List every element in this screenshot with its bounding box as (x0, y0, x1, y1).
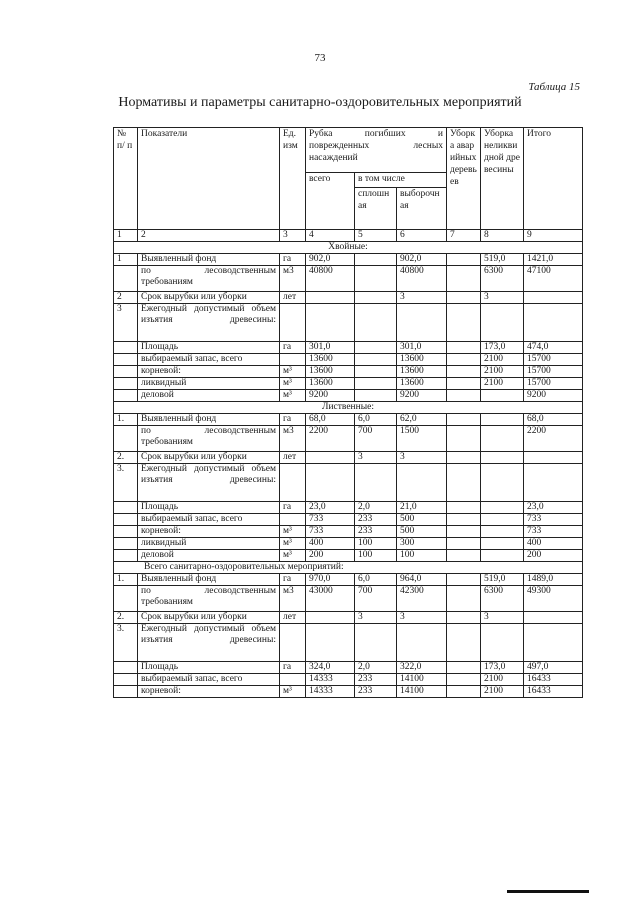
row-value: 964,0 (397, 574, 447, 586)
header-row-1 (114, 128, 583, 173)
row-number: 2. (114, 452, 138, 464)
row-value: 400 (524, 538, 583, 550)
table-row (114, 414, 583, 426)
norms-table (113, 127, 583, 698)
header-total: Итого (524, 128, 583, 230)
row-value (447, 550, 481, 562)
row-value: 21,0 (397, 502, 447, 514)
row-indicator: деловой (138, 550, 280, 562)
table-row (114, 550, 583, 562)
row-value: 3 (481, 292, 524, 304)
row-value: 233 (355, 526, 397, 538)
row-value: 40800 (397, 266, 447, 292)
row-value: 700 (355, 586, 397, 612)
row-value (306, 624, 355, 662)
row-value (481, 526, 524, 538)
row-value (447, 586, 481, 612)
row-value: 100 (397, 550, 447, 562)
row-value: 301,0 (306, 342, 355, 354)
table-row (114, 624, 583, 662)
row-value: 2100 (481, 354, 524, 366)
row-value (306, 452, 355, 464)
section-title: Хвойные: (114, 242, 583, 254)
row-value: 23,0 (524, 502, 583, 514)
row-indicator: Срок вырубки или уборки (138, 612, 280, 624)
row-indicator: Ежегодный допустимый объем изъятия древесины: (138, 624, 280, 662)
row-value (447, 526, 481, 538)
row-number: 1 (114, 254, 138, 266)
row-value: 2100 (481, 674, 524, 686)
row-value (481, 538, 524, 550)
row-value: 2100 (481, 366, 524, 378)
row-value: 14333 (306, 686, 355, 698)
row-number (114, 354, 138, 366)
column-number: 1 (114, 230, 138, 242)
row-value (447, 514, 481, 526)
column-number: 5 (355, 230, 397, 242)
row-value: 1489,0 (524, 574, 583, 586)
row-value (524, 624, 583, 662)
row-value (397, 464, 447, 502)
row-value: 300 (397, 538, 447, 550)
row-value: 15700 (524, 366, 583, 378)
row-unit: м3 (280, 266, 306, 292)
section-row (114, 402, 583, 414)
row-value: 68,0 (306, 414, 355, 426)
row-value: 49300 (524, 586, 583, 612)
row-indicator: Срок вырубки или уборки (138, 452, 280, 464)
row-indicator: по лесоводственным требованиям (138, 586, 280, 612)
row-indicator: Выявленный фонд (138, 574, 280, 586)
row-value (447, 254, 481, 266)
row-value (355, 254, 397, 266)
row-number: 3. (114, 464, 138, 502)
row-value: 68,0 (524, 414, 583, 426)
row-value: 16433 (524, 686, 583, 698)
row-value: 9200 (524, 390, 583, 402)
page-number: 73 (314, 52, 326, 64)
row-value: 62,0 (397, 414, 447, 426)
row-unit (280, 304, 306, 342)
row-number (114, 538, 138, 550)
row-value: 200 (306, 550, 355, 562)
row-value (306, 612, 355, 624)
column-number: 9 (524, 230, 583, 242)
row-value (524, 304, 583, 342)
row-number (114, 674, 138, 686)
row-value: 233 (355, 674, 397, 686)
row-number (114, 502, 138, 514)
table-row (114, 292, 583, 304)
row-indicator: Ежегодный допустимый объем изъятия древесины: (138, 464, 280, 502)
row-value (447, 502, 481, 514)
row-number (114, 686, 138, 698)
row-value: 233 (355, 514, 397, 526)
table-row (114, 464, 583, 502)
row-value (481, 550, 524, 562)
column-number: 8 (481, 230, 524, 242)
table-row (114, 354, 583, 366)
row-value: 733 (524, 514, 583, 526)
row-unit: м³ (280, 538, 306, 550)
column-number: 6 (397, 230, 447, 242)
row-value: 519,0 (481, 254, 524, 266)
row-unit: м3 (280, 426, 306, 452)
row-indicator: корневой: (138, 686, 280, 698)
row-value: 733 (306, 526, 355, 538)
row-unit: м³ (280, 550, 306, 562)
row-number (114, 526, 138, 538)
row-value: 500 (397, 526, 447, 538)
row-value: 173,0 (481, 662, 524, 674)
row-value: 100 (355, 538, 397, 550)
row-value (447, 304, 481, 342)
row-value (481, 514, 524, 526)
header-selective: выборочная (397, 188, 447, 230)
section-title: Всего санитарно-оздоровительных мероприятий: (114, 562, 583, 574)
row-value (447, 378, 481, 390)
row-value: 301,0 (397, 342, 447, 354)
row-unit (280, 354, 306, 366)
table-row (114, 378, 583, 390)
row-value: 1421,0 (524, 254, 583, 266)
column-number: 3 (280, 230, 306, 242)
table-row (114, 502, 583, 514)
column-number-row (114, 230, 583, 242)
row-number (114, 378, 138, 390)
row-value: 3 (355, 452, 397, 464)
row-value: 2200 (306, 426, 355, 452)
table-row (114, 526, 583, 538)
row-value: 324,0 (306, 662, 355, 674)
row-indicator: по лесоводственным требованиям (138, 266, 280, 292)
row-value (355, 390, 397, 402)
row-indicator: выбираемый запас, всего (138, 354, 280, 366)
row-value: 14100 (397, 674, 447, 686)
row-value: 100 (355, 550, 397, 562)
row-value: 322,0 (397, 662, 447, 674)
header-illiquid: Уборка неликвидной древесины (481, 128, 524, 230)
section-title: Лиственные: (114, 402, 583, 414)
row-indicator: Срок вырубки или уборки (138, 292, 280, 304)
row-value: 13600 (306, 354, 355, 366)
row-indicator: Площадь (138, 342, 280, 354)
row-value (355, 354, 397, 366)
table-row (114, 674, 583, 686)
row-value: 733 (306, 514, 355, 526)
row-value: 15700 (524, 378, 583, 390)
row-value: 23,0 (306, 502, 355, 514)
row-value: 16433 (524, 674, 583, 686)
row-value: 43000 (306, 586, 355, 612)
header-unit: Ед. изм (280, 128, 306, 230)
row-value: 6,0 (355, 414, 397, 426)
table-row (114, 586, 583, 612)
row-value (447, 574, 481, 586)
row-indicator: Выявленный фонд (138, 254, 280, 266)
row-number: 1. (114, 574, 138, 586)
row-value: 500 (397, 514, 447, 526)
row-value: 3 (397, 452, 447, 464)
row-value (447, 390, 481, 402)
row-value: 40800 (306, 266, 355, 292)
row-value: 14333 (306, 674, 355, 686)
row-number (114, 514, 138, 526)
row-value: 3 (481, 612, 524, 624)
row-value: 6300 (481, 266, 524, 292)
table-row (114, 366, 583, 378)
row-value (481, 624, 524, 662)
row-number (114, 366, 138, 378)
row-value: 2,0 (355, 662, 397, 674)
row-unit: га (280, 662, 306, 674)
header-including: в том числе (355, 173, 447, 188)
row-value: 47100 (524, 266, 583, 292)
table-row (114, 390, 583, 402)
row-value: 13600 (397, 366, 447, 378)
row-value (481, 304, 524, 342)
column-number: 7 (447, 230, 481, 242)
row-value (306, 292, 355, 304)
row-value (447, 612, 481, 624)
row-number (114, 390, 138, 402)
row-number (114, 586, 138, 612)
row-value (481, 414, 524, 426)
row-value (355, 366, 397, 378)
row-indicator: Площадь (138, 662, 280, 674)
row-unit: га (280, 574, 306, 586)
row-value: 2100 (481, 686, 524, 698)
header-emergency: Уборка аварийных деревьев (447, 128, 481, 230)
row-value: 9200 (397, 390, 447, 402)
row-value (447, 674, 481, 686)
row-unit: м³ (280, 526, 306, 538)
row-value: 2,0 (355, 502, 397, 514)
row-value (355, 342, 397, 354)
row-unit: лет (280, 612, 306, 624)
row-value: 2100 (481, 378, 524, 390)
row-unit (280, 674, 306, 686)
row-value: 233 (355, 686, 397, 698)
table-row (114, 266, 583, 292)
column-number: 4 (306, 230, 355, 242)
row-indicator: корневой: (138, 366, 280, 378)
row-value (397, 304, 447, 342)
column-number: 2 (138, 230, 280, 242)
row-indicator: ликвидный (138, 378, 280, 390)
row-indicator: по лесоводственным требованиям (138, 426, 280, 452)
row-unit: м³ (280, 390, 306, 402)
row-value (481, 426, 524, 452)
row-indicator: Ежегодный допустимый объем изъятия древесины: (138, 304, 280, 342)
table-row (114, 254, 583, 266)
table-row (114, 686, 583, 698)
row-value: 13600 (397, 354, 447, 366)
row-value (447, 624, 481, 662)
row-number: 3. (114, 624, 138, 662)
row-value (355, 378, 397, 390)
row-value: 13600 (397, 378, 447, 390)
row-value (524, 612, 583, 624)
row-value (397, 624, 447, 662)
row-indicator: Площадь (138, 502, 280, 514)
row-value: 3 (397, 612, 447, 624)
header-felling: Рубка погибших и поврежденных лесных насаждений (306, 128, 447, 173)
row-value: 15700 (524, 354, 583, 366)
row-value (355, 464, 397, 502)
row-number (114, 266, 138, 292)
row-value: 6300 (481, 586, 524, 612)
row-unit: м³ (280, 378, 306, 390)
row-value (447, 292, 481, 304)
row-value: 700 (355, 426, 397, 452)
row-value (447, 266, 481, 292)
row-value: 173,0 (481, 342, 524, 354)
row-value: 497,0 (524, 662, 583, 674)
row-unit: га (280, 342, 306, 354)
table-label: Таблица 15 (528, 81, 580, 93)
row-unit: лет (280, 452, 306, 464)
row-indicator: корневой: (138, 526, 280, 538)
row-indicator: выбираемый запас, всего (138, 514, 280, 526)
row-value (481, 464, 524, 502)
table-row (114, 538, 583, 550)
row-indicator: выбираемый запас, всего (138, 674, 280, 686)
row-value (481, 502, 524, 514)
header-num: № п/ п (114, 128, 138, 230)
row-unit: га (280, 414, 306, 426)
table-row (114, 612, 583, 624)
row-value: 474,0 (524, 342, 583, 354)
row-number: 1. (114, 414, 138, 426)
row-value: 519,0 (481, 574, 524, 586)
row-value (524, 452, 583, 464)
row-value: 1500 (397, 426, 447, 452)
row-value (447, 414, 481, 426)
row-value (447, 452, 481, 464)
row-value: 14100 (397, 686, 447, 698)
row-indicator: деловой (138, 390, 280, 402)
row-value (306, 304, 355, 342)
row-value: 902,0 (306, 254, 355, 266)
row-value: 6,0 (355, 574, 397, 586)
row-unit: га (280, 502, 306, 514)
row-unit (280, 514, 306, 526)
row-value (447, 464, 481, 502)
table-row (114, 304, 583, 342)
row-number (114, 550, 138, 562)
row-value: 2200 (524, 426, 583, 452)
row-value: 970,0 (306, 574, 355, 586)
table-row (114, 662, 583, 674)
row-unit (280, 464, 306, 502)
document-title: Нормативы и параметры санитарно-оздоровительных мероприятий (118, 95, 522, 110)
row-value (447, 366, 481, 378)
row-unit (280, 624, 306, 662)
row-value (355, 624, 397, 662)
table-row (114, 574, 583, 586)
row-number (114, 426, 138, 452)
row-value (447, 686, 481, 698)
table-row (114, 452, 583, 464)
row-value: 902,0 (397, 254, 447, 266)
row-value (447, 426, 481, 452)
header-total-felling: всего (306, 173, 355, 230)
row-value: 200 (524, 550, 583, 562)
row-value: 13600 (306, 378, 355, 390)
row-unit: м³ (280, 366, 306, 378)
row-number: 2. (114, 612, 138, 624)
row-indicator: Выявленный фонд (138, 414, 280, 426)
header-indicator: Показатели (138, 128, 280, 230)
row-number (114, 662, 138, 674)
row-unit: лет (280, 292, 306, 304)
header-clear: сплошная (355, 188, 397, 230)
row-value (306, 464, 355, 502)
table-row (114, 426, 583, 452)
row-value (524, 464, 583, 502)
row-value: 42300 (397, 586, 447, 612)
section-row (114, 562, 583, 574)
row-value (447, 342, 481, 354)
row-value: 400 (306, 538, 355, 550)
row-unit: га (280, 254, 306, 266)
row-number (114, 342, 138, 354)
section-row (114, 242, 583, 254)
row-value (481, 390, 524, 402)
row-value (481, 452, 524, 464)
table-row (114, 342, 583, 354)
row-value (355, 292, 397, 304)
row-value (447, 662, 481, 674)
row-value: 13600 (306, 366, 355, 378)
row-indicator: ликвидный (138, 538, 280, 550)
table-row (114, 514, 583, 526)
row-value (447, 354, 481, 366)
row-number: 3 (114, 304, 138, 342)
row-value (524, 292, 583, 304)
row-value: 9200 (306, 390, 355, 402)
footer-line (507, 890, 589, 893)
row-unit: м³ (280, 686, 306, 698)
row-value: 3 (397, 292, 447, 304)
row-unit: м3 (280, 586, 306, 612)
row-value (355, 266, 397, 292)
row-number: 2 (114, 292, 138, 304)
row-value: 3 (355, 612, 397, 624)
row-value: 733 (524, 526, 583, 538)
row-value (355, 304, 397, 342)
row-value (447, 538, 481, 550)
